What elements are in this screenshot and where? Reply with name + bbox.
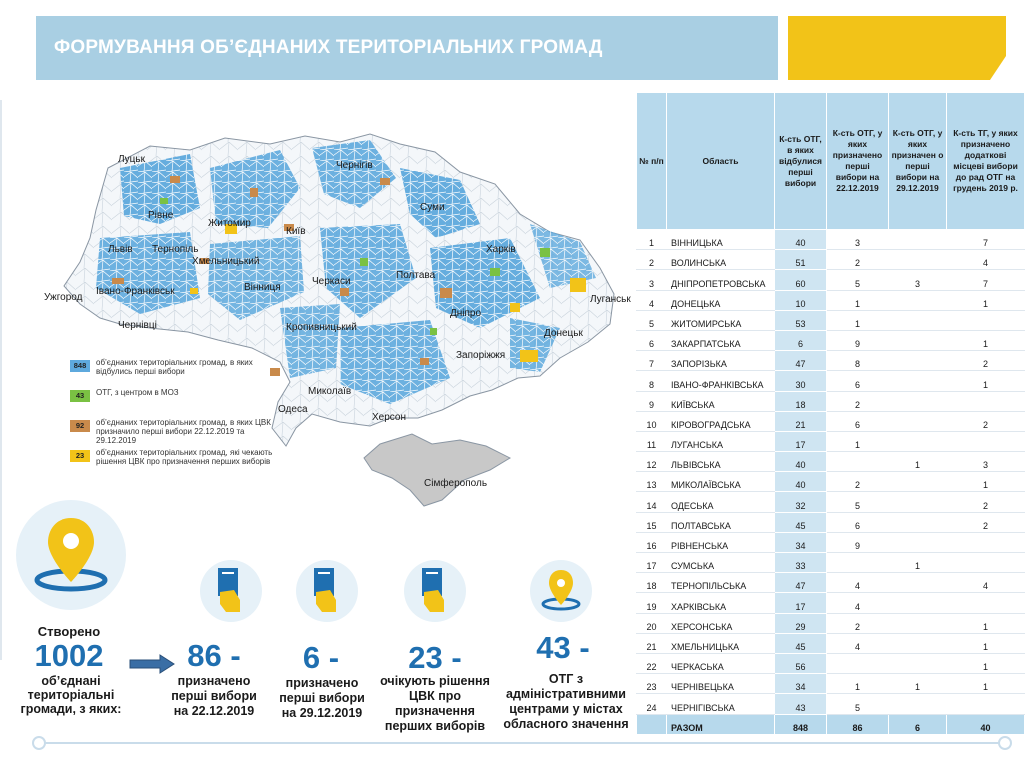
table-cell: ВОЛИНСЬКА: [667, 250, 775, 270]
table-cell: 7: [947, 270, 1025, 290]
table-row: [637, 593, 1025, 613]
table-cell: 5: [637, 310, 667, 330]
table-cell: 4: [947, 250, 1025, 270]
table-cell: [889, 330, 947, 350]
legend-text: ОТГ, з центром в МОЗ: [96, 388, 179, 397]
legend-badge: 92: [70, 420, 90, 432]
table-cell: [889, 250, 947, 270]
table-cell: 60: [775, 270, 827, 290]
table-cell: 10: [775, 290, 827, 310]
ballot-badge: [404, 560, 466, 622]
city-label: Чернівці: [118, 320, 157, 331]
city-label: Кропивницький: [286, 322, 357, 333]
table-cell: 12: [637, 452, 667, 472]
city-label: Хмельницький: [192, 256, 260, 267]
table-row: [637, 351, 1025, 371]
table-cell: [889, 694, 947, 714]
table-row: [637, 431, 1025, 451]
table-cell: 4: [827, 593, 889, 613]
table-cell: 51: [775, 250, 827, 270]
pin-badge: [530, 560, 592, 622]
city-label: Дніпро: [450, 308, 482, 319]
table-cell: 7: [637, 351, 667, 371]
col-header: Область: [667, 93, 775, 230]
table-cell: 6: [827, 411, 889, 431]
table-cell: РІВНЕНСЬКА: [667, 532, 775, 552]
election-table: [636, 92, 1024, 734]
table-row: [637, 573, 1025, 593]
legend-text: об’єднаних територіальних громад, в яких відбулись перші вибори: [96, 358, 253, 376]
stat-value: 23 -: [408, 640, 462, 675]
city-label: Чернігів: [336, 160, 373, 171]
city-label: Полтава: [396, 270, 436, 281]
city-label: Ужгород: [44, 292, 83, 303]
accent-block: [788, 16, 1006, 80]
ballot-icon: [404, 560, 466, 622]
table-cell: КИЇВСЬКА: [667, 391, 775, 411]
location-pin-icon: [16, 500, 126, 610]
table-total-row: [637, 714, 1025, 734]
city-label: Миколаїв: [308, 386, 352, 397]
table-cell: 30: [775, 371, 827, 391]
table-cell: ВІННИЦЬКА: [667, 230, 775, 250]
table-cell: 2: [947, 512, 1025, 532]
table-row: [637, 633, 1025, 653]
table-row: [637, 674, 1025, 694]
legend-item: [70, 418, 271, 445]
table-cell: 2: [947, 411, 1025, 431]
table-row: [637, 250, 1025, 270]
table-cell: [889, 492, 947, 512]
table-cell: 8: [827, 351, 889, 371]
stat-desc: призначено перші вибори на 29.12.2019: [279, 676, 365, 720]
table-cell: 9: [827, 330, 889, 350]
stat-desc: очікують рішення ЦВК про призначення перших виборів: [380, 674, 490, 733]
city-label: Київ: [286, 226, 306, 237]
table-cell: 33: [775, 553, 827, 573]
table-cell: 1: [947, 633, 1025, 653]
table-cell: 3: [637, 270, 667, 290]
stat-desc: призначено перші вибори на 22.12.2019: [171, 674, 257, 718]
table-row: [637, 452, 1025, 472]
table-row: [637, 653, 1025, 673]
table-cell: 4: [827, 633, 889, 653]
table-cell: [827, 653, 889, 673]
table-row: [637, 310, 1025, 330]
legend-text: об’єднаних територіальних громад, які чекають рішення ЦВК про призначення перших виборів: [96, 448, 273, 466]
table-cell: [947, 431, 1025, 451]
city-label: Івано-Франківськ: [96, 286, 175, 297]
table-cell: ХЕРСОНСЬКА: [667, 613, 775, 633]
table-cell: 15: [637, 512, 667, 532]
table-cell: 34: [775, 674, 827, 694]
crimea-shape: [364, 434, 510, 506]
table-cell: [889, 532, 947, 552]
city-label: Харків: [486, 244, 516, 255]
table-row: [637, 290, 1025, 310]
table-cell: 1: [947, 653, 1025, 673]
table-cell: ЛУГАНСЬКА: [667, 431, 775, 451]
table-cell: ІВАНО-ФРАНКІВСЬКА: [667, 371, 775, 391]
table-cell: [947, 553, 1025, 573]
table-cell: 2: [827, 391, 889, 411]
table-cell: ЧЕРКАСЬКА: [667, 653, 775, 673]
timeline-dot: [32, 736, 46, 750]
city-label: Луцьк: [118, 154, 145, 165]
table-cell: ЧЕРНІГІВСЬКА: [667, 694, 775, 714]
city-label: Херсон: [372, 412, 406, 423]
table-row: [637, 694, 1025, 714]
table-cell: 6: [637, 330, 667, 350]
col-header: К-сть ТГ, у яких призначено додаткові місцеві вибори до рад ОТГ на грудень 2019 р.: [947, 93, 1025, 230]
legend-badge: 23: [70, 450, 90, 462]
table-cell: [889, 512, 947, 532]
page-title: ФОРМУВАННЯ ОБ’ЄДНАНИХ ТЕРИТОРІАЛЬНИХ ГРОМАД: [54, 37, 603, 58]
table-cell: 1: [827, 431, 889, 451]
location-pin-icon: [530, 560, 592, 622]
table-cell: 2: [947, 351, 1025, 371]
table-cell: 47: [775, 351, 827, 371]
table-cell: КІРОВОГРАДСЬКА: [667, 411, 775, 431]
table-cell: 3: [947, 452, 1025, 472]
city-label: Луганськ: [590, 294, 631, 305]
table-row: [637, 472, 1025, 492]
table-cell: 5: [827, 270, 889, 290]
table-cell: [889, 633, 947, 653]
table-cell: ХМЕЛЬНИЦЬКА: [667, 633, 775, 653]
table-cell: [947, 593, 1025, 613]
left-divider: [0, 100, 2, 660]
table-cell: 1: [947, 290, 1025, 310]
city-label: Запоріжжя: [456, 350, 506, 361]
table-cell: ХАРКІВСЬКА: [667, 593, 775, 613]
table-cell: МИКОЛАЇВСЬКА: [667, 472, 775, 492]
table-cell: [889, 613, 947, 633]
table-cell: СУМСЬКА: [667, 553, 775, 573]
table-cell: [889, 310, 947, 330]
legend-item: [70, 448, 273, 470]
location-badge: [16, 500, 126, 610]
table-row: [637, 330, 1025, 350]
table-cell: 2: [637, 250, 667, 270]
timeline-dot: [998, 736, 1012, 750]
table-cell: 1: [637, 230, 667, 250]
table-cell: 18: [775, 391, 827, 411]
table-cell: [889, 230, 947, 250]
city-label: Донецьк: [544, 328, 583, 339]
table-cell: [889, 371, 947, 391]
table-cell: [889, 290, 947, 310]
table-cell: 2: [827, 472, 889, 492]
table-cell: 1: [889, 452, 947, 472]
col-header: № п/п: [637, 93, 667, 230]
col-header: К-сть ОТГ, у яких призначен о перші вибори на 29.12.2019: [889, 93, 947, 230]
table-cell: 24: [637, 694, 667, 714]
table-cell: 4: [947, 573, 1025, 593]
table-cell: 40: [775, 472, 827, 492]
table-cell: [889, 653, 947, 673]
table-cell: [947, 310, 1025, 330]
table-row: [637, 512, 1025, 532]
city-label: Вінниця: [244, 282, 281, 293]
table-cell: ДНІПРОПЕТРОВСЬКА: [667, 270, 775, 290]
table-cell: 13: [637, 472, 667, 492]
table-cell: [827, 452, 889, 472]
table-cell: 1: [827, 310, 889, 330]
created-label: Створено: [37, 624, 101, 639]
table-cell: 1: [947, 472, 1025, 492]
table-cell: 18: [637, 573, 667, 593]
table-cell: 32: [775, 492, 827, 512]
map-legend: [70, 358, 273, 478]
table-row: [637, 411, 1025, 431]
table-cell: 9: [637, 391, 667, 411]
table-cell: 1: [947, 371, 1025, 391]
table-cell: 10: [637, 411, 667, 431]
table-cell: 7: [947, 230, 1025, 250]
table-cell: 43: [775, 694, 827, 714]
created-value: 1002: [34, 638, 104, 673]
table-cell: 5: [827, 694, 889, 714]
table-row: [637, 492, 1025, 512]
table-cell: 3: [827, 230, 889, 250]
table-cell: ТЕРНОПІЛЬСЬКА: [667, 573, 775, 593]
legend-badge: 43: [70, 390, 90, 402]
city-label: Одеса: [278, 404, 308, 415]
city-label: Суми: [420, 202, 445, 213]
table-cell: 2: [827, 250, 889, 270]
table-cell: 1: [947, 330, 1025, 350]
table-cell: ЧЕРНІВЕЦЬКА: [667, 674, 775, 694]
table-cell: 22: [637, 653, 667, 673]
table-row: [637, 371, 1025, 391]
table-row: [637, 391, 1025, 411]
table-cell: 19: [637, 593, 667, 613]
table-row: [637, 270, 1025, 290]
city-label: Сімферополь: [424, 478, 488, 489]
table-cell: [827, 553, 889, 573]
city-label: Тернопіль: [152, 244, 199, 255]
table-row: [637, 613, 1025, 633]
table-cell: [889, 351, 947, 371]
table-cell: 1: [947, 674, 1025, 694]
table-cell: 6: [827, 512, 889, 532]
table-cell: ПОЛТАВСЬКА: [667, 512, 775, 532]
table-cell: 17: [775, 431, 827, 451]
table-cell: [947, 532, 1025, 552]
table-cell: 1: [889, 674, 947, 694]
table-cell: 21: [775, 411, 827, 431]
table-cell: 6: [889, 714, 947, 734]
table-cell: [889, 431, 947, 451]
table-cell: 2: [827, 613, 889, 633]
table-cell: [947, 391, 1025, 411]
table-cell: 16: [637, 532, 667, 552]
table-cell: 5: [827, 492, 889, 512]
col-header: К-сть ОТГ, у яких призначено перші вибори на 22.12.2019: [827, 93, 889, 230]
table-cell: 6: [775, 330, 827, 350]
created-desc: об’єднані територіальні громади, з яких:: [20, 674, 122, 716]
legend-badge: 848: [70, 360, 90, 372]
table-row: [637, 532, 1025, 552]
stat-value: 43 -: [536, 630, 590, 665]
timeline-line: [36, 742, 1004, 744]
table-cell: 11: [637, 431, 667, 451]
table-cell: 2: [947, 492, 1025, 512]
table-cell: 4: [827, 573, 889, 593]
table-cell: 34: [775, 532, 827, 552]
city-label: Рівне: [148, 210, 174, 221]
city-label: Львів: [108, 244, 133, 255]
table-cell: ЛЬВІВСЬКА: [667, 452, 775, 472]
table-cell: [889, 573, 947, 593]
stat-value: 6 -: [302, 640, 340, 675]
table-cell: 23: [637, 674, 667, 694]
table-cell: ЗАКАРПАТСЬКА: [667, 330, 775, 350]
legend-item: [70, 388, 270, 410]
title-banner: [36, 16, 778, 80]
table-cell: ЖИТОМИРСЬКА: [667, 310, 775, 330]
table-cell: 45: [775, 512, 827, 532]
table-cell: 40: [947, 714, 1025, 734]
table-cell: 8: [637, 371, 667, 391]
table-cell: 17: [775, 593, 827, 613]
ballot-icon: [200, 560, 262, 622]
table-cell: 47: [775, 573, 827, 593]
stat-desc: ОТГ з адміністративними центрами у містах обласного значення: [503, 672, 629, 731]
table-row: [637, 230, 1025, 250]
table-cell: 56: [775, 653, 827, 673]
table-cell: [637, 714, 667, 734]
city-label: Житомир: [208, 218, 251, 229]
table-cell: РАЗОМ: [667, 714, 775, 734]
table-cell: 29: [775, 613, 827, 633]
accent-notch: [990, 56, 1006, 80]
table-cell: 4: [637, 290, 667, 310]
table-header-row: [637, 93, 1025, 230]
table-cell: 86: [827, 714, 889, 734]
table-cell: 1: [947, 613, 1025, 633]
ballot-badge: [200, 560, 262, 622]
ballot-badge: [296, 560, 358, 622]
table-cell: 17: [637, 553, 667, 573]
table-cell: 40: [775, 230, 827, 250]
table-cell: 20: [637, 613, 667, 633]
table-cell: [889, 472, 947, 492]
table-cell: [947, 694, 1025, 714]
table-cell: 53: [775, 310, 827, 330]
ballot-icon: [296, 560, 358, 622]
table-cell: 40: [775, 452, 827, 472]
table-cell: 14: [637, 492, 667, 512]
table-cell: ОДЕСЬКА: [667, 492, 775, 512]
city-label: Черкаси: [312, 276, 351, 287]
table-cell: 6: [827, 371, 889, 391]
table-cell: [889, 411, 947, 431]
table-row: [637, 553, 1025, 573]
table-cell: 1: [827, 674, 889, 694]
table-cell: ДОНЕЦЬКА: [667, 290, 775, 310]
table-cell: 9: [827, 532, 889, 552]
table-cell: 848: [775, 714, 827, 734]
legend-text: об’єднаних територіальних громад, в яких ЦВК призначило перші вибори 22.12.2019 та 29.12.2019: [96, 418, 271, 445]
table-cell: 1: [889, 553, 947, 573]
table-cell: 21: [637, 633, 667, 653]
table-cell: 3: [889, 270, 947, 290]
table-cell: [889, 391, 947, 411]
table-cell: [889, 593, 947, 613]
table-cell: ЗАПОРІЗЬКА: [667, 351, 775, 371]
stat-value: 86 -: [187, 638, 241, 673]
col-header: К-сть ОТГ, в яких відбулися перші вибори: [775, 93, 827, 230]
legend-item: [70, 358, 270, 380]
table-cell: 45: [775, 633, 827, 653]
table-cell: 1: [827, 290, 889, 310]
